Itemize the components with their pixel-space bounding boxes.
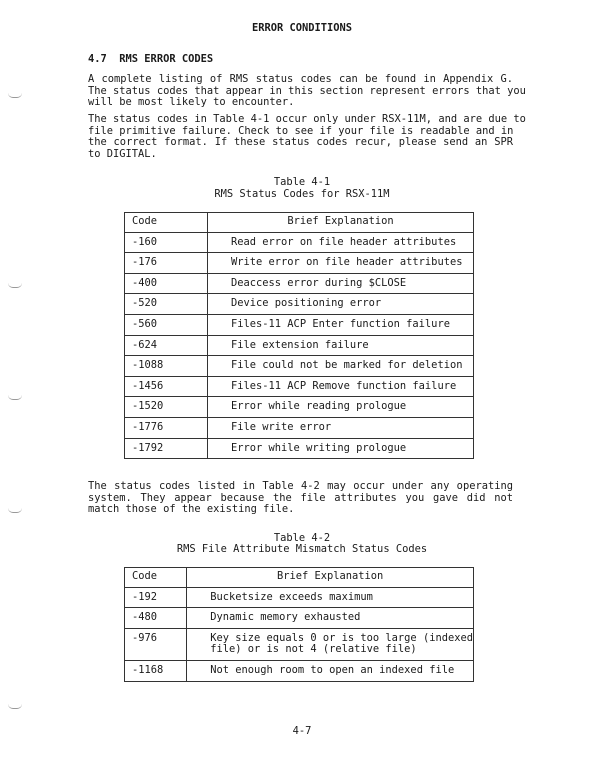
paragraph-line: file primitive failure. Check to see if your file is readable and in — [88, 124, 514, 137]
paragraph-line: A complete listing of RMS status codes can be found in Appendix G. — [88, 73, 513, 85]
status-code: -1456 — [125, 376, 208, 397]
margin-mark — [8, 704, 22, 709]
status-code: -624 — [125, 335, 208, 356]
table-row — [125, 294, 474, 315]
table-row — [125, 587, 474, 608]
status-explanation: File extension failure — [208, 335, 474, 356]
table2-caption-number: Table 4-2 — [273, 532, 331, 544]
table-row — [125, 397, 474, 418]
status-code: -400 — [125, 273, 208, 294]
table1-header-code: Code — [125, 213, 208, 233]
status-code: -976 — [125, 628, 187, 660]
table-row — [125, 628, 474, 660]
status-explanation: Error while reading prologue — [208, 397, 474, 418]
table1-caption-number: Table 4-1 — [273, 176, 331, 188]
table-row — [125, 660, 474, 681]
paragraph-line: system. They appear because the file attributes you gave did not — [88, 491, 513, 504]
paragraph-table1-intro — [88, 113, 526, 160]
table-row — [125, 376, 474, 397]
table2-caption-title: RMS File Attribute Mismatch Status Codes — [176, 543, 428, 555]
table-row — [125, 253, 474, 274]
table-row — [125, 356, 474, 377]
table-row — [125, 417, 474, 438]
table-row — [125, 232, 474, 253]
status-explanation: File write error — [208, 417, 474, 438]
paragraph-line: The status codes listed in Table 4-2 may occur under any operating — [88, 480, 513, 492]
table1-header-explanation: Brief Explanation — [208, 213, 474, 233]
status-explanation: Not enough room to open an indexed file — [210, 663, 455, 676]
status-explanation: Files-11 ACP Remove function failure — [208, 376, 474, 397]
margin-mark — [8, 93, 22, 98]
table-row — [125, 273, 474, 294]
status-explanation: Error while writing prologue — [231, 441, 407, 454]
paragraph-line: will be most likely to encounter. — [88, 96, 295, 109]
status-code: -1088 — [125, 356, 208, 377]
page-header: ERROR CONDITIONS — [251, 22, 353, 34]
status-code: -520 — [125, 294, 208, 315]
status-explanation: Dynamic memory exhausted — [187, 608, 474, 629]
table-row — [125, 314, 474, 335]
margin-mark — [8, 508, 22, 513]
table-rms-status-codes — [124, 212, 474, 459]
table-row — [125, 608, 474, 629]
status-code: -1520 — [125, 397, 208, 418]
status-code: -1776 — [125, 417, 208, 438]
status-explanation: Files-11 ACP Enter function failure — [208, 314, 474, 335]
table1-caption-title: RMS Status Codes for RSX-11M — [214, 188, 390, 200]
paragraph-line: The status codes in Table 4-1 occur only under RSX-11M, and are due to — [88, 113, 526, 125]
margin-mark — [8, 395, 22, 400]
section-title: 4.7 RMS ERROR CODES — [88, 53, 214, 65]
status-code: -176 — [125, 253, 208, 274]
paragraph-line: match those of the existing file. — [88, 503, 295, 516]
status-code: -192 — [125, 587, 187, 608]
table-row — [125, 438, 474, 459]
status-code: -1168 — [125, 660, 187, 681]
paragraph-table2-intro — [88, 481, 513, 516]
status-explanation: Read error on file header attributes — [208, 232, 474, 253]
paragraph-line: to DIGITAL. — [88, 147, 157, 160]
status-code: -160 — [125, 232, 208, 253]
status-explanation: Bucketsize exceeds maximum — [187, 587, 474, 608]
table-row — [125, 335, 474, 356]
table2-header-code: Code — [125, 568, 187, 588]
status-explanation: Deaccess error during $CLOSE — [208, 273, 474, 294]
status-explanation: Device positioning error — [208, 294, 474, 315]
margin-mark — [8, 283, 22, 288]
status-code: -560 — [125, 314, 208, 335]
status-explanation: File could not be marked for deletion — [208, 356, 474, 377]
status-explanation: Write error on file header attributes — [208, 253, 474, 274]
status-code: -1792 — [125, 438, 208, 459]
table2-header-explanation: Brief Explanation — [187, 568, 474, 588]
paragraph-intro — [88, 73, 526, 109]
paragraph-line: the correct format. If these status codes recur, please send an SPR — [88, 136, 513, 149]
paragraph-line: The status codes that appear in this section represent errors that you — [88, 84, 526, 97]
status-code: -480 — [125, 608, 187, 629]
status-explanation: Key size equals 0 or is too large (indexed file) or is not 4 (relative file) — [187, 628, 474, 660]
table-attribute-mismatch-codes — [124, 567, 474, 682]
page-number: 4-7 — [292, 725, 312, 737]
